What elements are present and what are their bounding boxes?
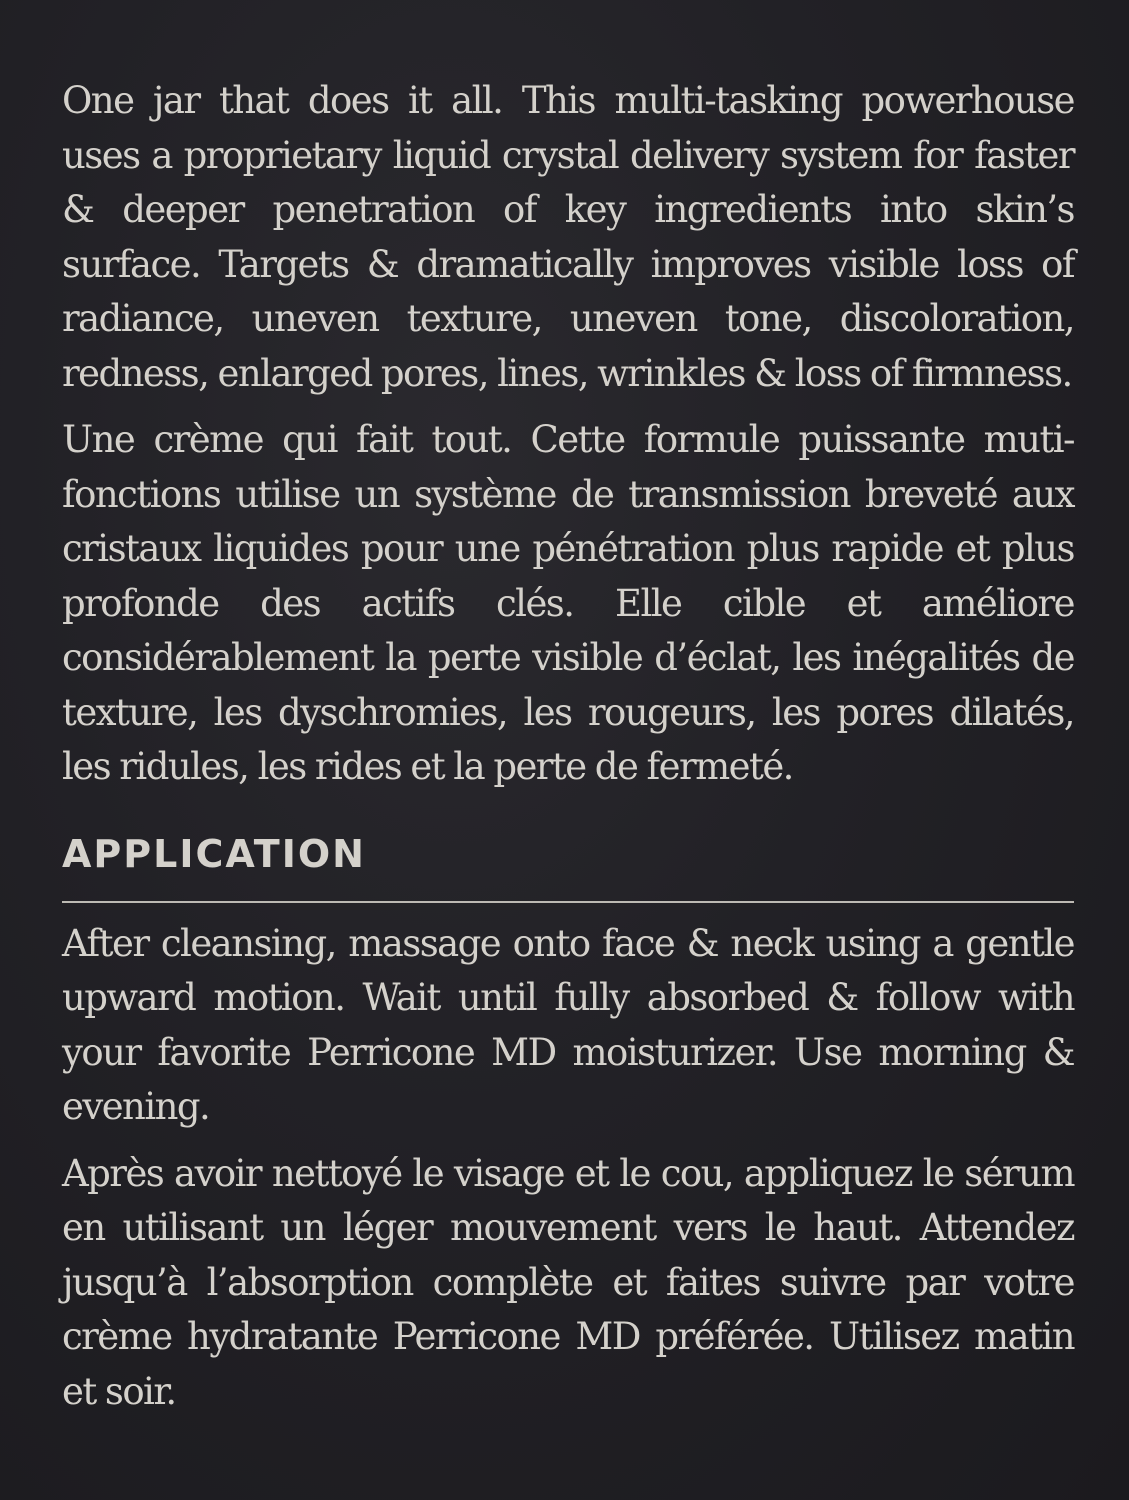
section-divider	[62, 901, 1074, 903]
application-english: After cleansing, massage onto face & neck using a gentle upward motion. Wait until fully absorbed & follow with your favorite Perricone MD moisturizer. Use morning & evening.	[62, 921, 1074, 1128]
description-french: Une crème qui fait tout. Cette formule puissante muti-fonctions utilise un système de transmission breveté aux cristaux liquides pour une pénétration plus rapide et plus profonde des actifs clés. Elle cible et améliore considérablement la perte visible d’éclat, les inégalités de texture, les dyschromies, les rougeurs, les pores dilatés, les ridules, les rides et la perte de fermeté.	[62, 418, 1074, 788]
packaging-text-panel	[62, 74, 1074, 1419]
description-english: One jar that does it all. This multi-tasking powerhouse uses a proprietary liquid crystal delivery system for faster & deeper penetration of key ingredients into skin’s surface. Targets & dramatically improves visible loss of radiance, uneven texture, uneven tone, discoloration, redness, enlarged pores, lines, wrinkles & loss of firmness.	[62, 79, 1074, 395]
application-heading: APPLICATION	[62, 831, 366, 876]
application-french: Après avoir nettoyé le visage et le cou, appliquez le sérum en utilisant un léger mouvement vers le haut. Attendez jusqu’à l’absorption complète et faites suivre par votre crème hydratante Perricone MD préférée. Utilisez matin et soir.	[62, 1151, 1074, 1413]
